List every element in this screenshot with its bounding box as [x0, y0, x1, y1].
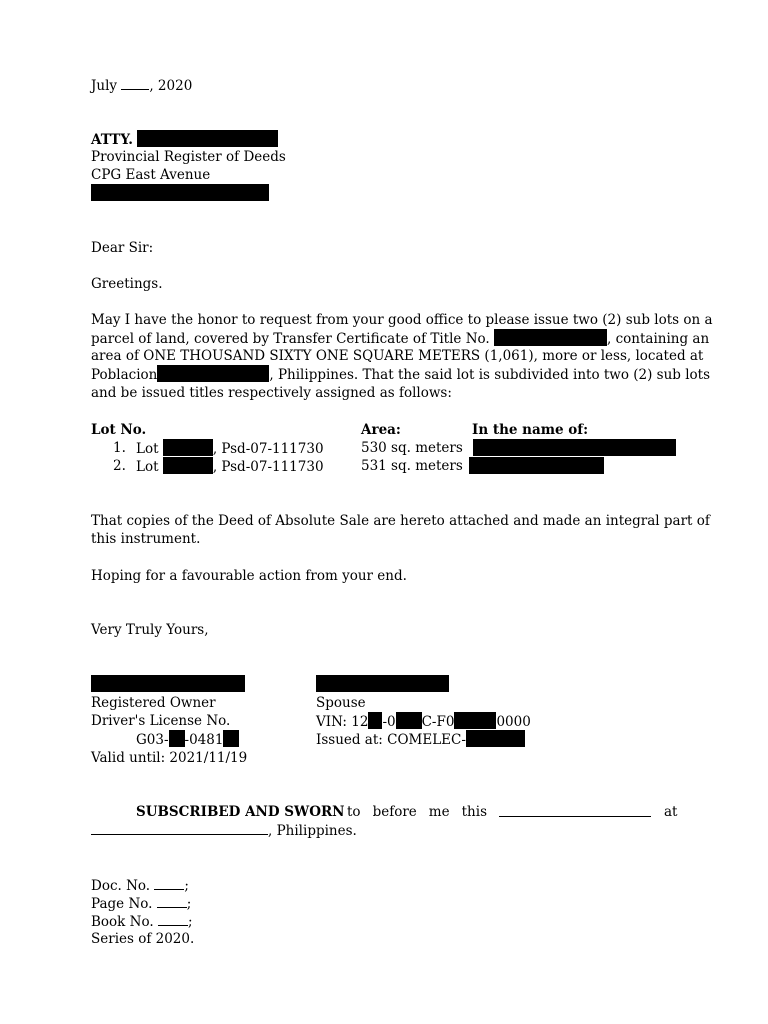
book-blank — [158, 912, 188, 926]
date-line: July , 2020 — [91, 78, 193, 94]
name-header: In the name of: — [472, 422, 589, 438]
redacted-addressee-city — [91, 184, 269, 201]
page-no: Page No. ; — [91, 896, 192, 912]
doc-no: Doc. No. ; — [91, 878, 189, 894]
jurat-place-line: , Philippines. — [91, 821, 357, 840]
closing-line: Very Truly Yours, — [91, 622, 209, 638]
body-line-1: May I have the honor to request from your good office to please issue two (2) sub lots on a — [91, 312, 713, 328]
row-owner — [469, 457, 604, 476]
attachment-line-1: That copies of the Deed of Absolute Sale are hereto attached and made an integral part of — [91, 513, 710, 529]
row-number: 2. — [113, 458, 126, 474]
body-line-4: Poblacion , Philippines. That the said lot is subdivided into two (2) sub lots — [91, 367, 711, 383]
redacted-addressee-name — [137, 130, 278, 147]
redacted-issued-location — [466, 730, 525, 747]
addressee-title: ATTY. — [91, 132, 133, 148]
owner-role: Registered Owner — [91, 695, 216, 711]
spouse-role: Spouse — [316, 695, 366, 711]
redacted-owner-signature — [91, 675, 245, 692]
redacted-vin-part — [454, 712, 496, 729]
owner-license-label: Driver's License No. — [91, 713, 231, 729]
addressee-name-line — [91, 130, 278, 149]
addressee-city-line — [91, 184, 269, 203]
row-area: 531 sq. meters — [361, 458, 463, 474]
hope-line: Hoping for a favourable action from your end. — [91, 568, 407, 584]
series: Series of 2020. — [91, 931, 195, 947]
greeting: Greetings. — [91, 276, 163, 292]
redacted-vin-part — [368, 712, 382, 729]
lot-header: Lot No. — [91, 422, 147, 438]
addressee-street: CPG East Avenue — [91, 167, 211, 183]
redacted-lot-number — [163, 439, 213, 456]
row-number: 1. — [113, 440, 126, 456]
spouse-vin: VIN: 12 -0 C-F0 0000 — [316, 714, 531, 730]
redacted-owner-name — [473, 439, 676, 456]
owner-license-number: G03- -0481 — [136, 730, 239, 749]
addressee-position: Provincial Register of Deeds — [91, 149, 286, 165]
spouse-issued-at: Issued at: COMELEC- — [316, 730, 525, 749]
jurat-text: to before me this — [347, 804, 487, 820]
redacted-vin-part — [396, 712, 422, 729]
salutation: Dear Sir: — [91, 240, 154, 256]
jurat-date-blank — [499, 803, 651, 822]
doc-blank — [154, 876, 184, 890]
attachment-line-2: this instrument. — [91, 531, 201, 547]
area-header: Area: — [361, 422, 401, 438]
redacted-lot-number — [163, 457, 213, 474]
row-area: 530 sq. meters — [361, 440, 463, 456]
place-blank — [91, 821, 268, 835]
redacted-location — [157, 365, 269, 382]
body-line-5: and be issued titles respectively assigned as follows: — [91, 385, 452, 401]
jurat-bold: SUBSCRIBED AND SWORN — [136, 804, 345, 820]
redacted-owner-name — [469, 457, 604, 474]
jurat-at: at — [664, 804, 678, 820]
date-blank — [121, 76, 149, 90]
body-line-3: area of ONE THOUSAND SIXTY ONE SQUARE METERS (1,061), more or less, located at — [91, 348, 704, 364]
redacted-license-part — [223, 730, 239, 747]
date-blank — [499, 803, 651, 817]
page-blank — [157, 894, 187, 908]
row-owner — [473, 439, 676, 458]
spouse-signature — [316, 675, 449, 694]
redacted-title-number — [494, 329, 607, 346]
row-lot: Lot , Psd-07-111730 — [136, 459, 324, 475]
book-no: Book No. ; — [91, 914, 193, 930]
body-line-2: parcel of land, covered by Transfer Certificate of Title No. , containing an — [91, 331, 710, 347]
row-lot: Lot , Psd-07-111730 — [136, 441, 324, 457]
redacted-spouse-signature — [316, 675, 449, 692]
redacted-license-part — [169, 730, 185, 747]
owner-signature — [91, 675, 245, 694]
owner-valid-until: Valid until: 2021/11/19 — [91, 750, 248, 766]
